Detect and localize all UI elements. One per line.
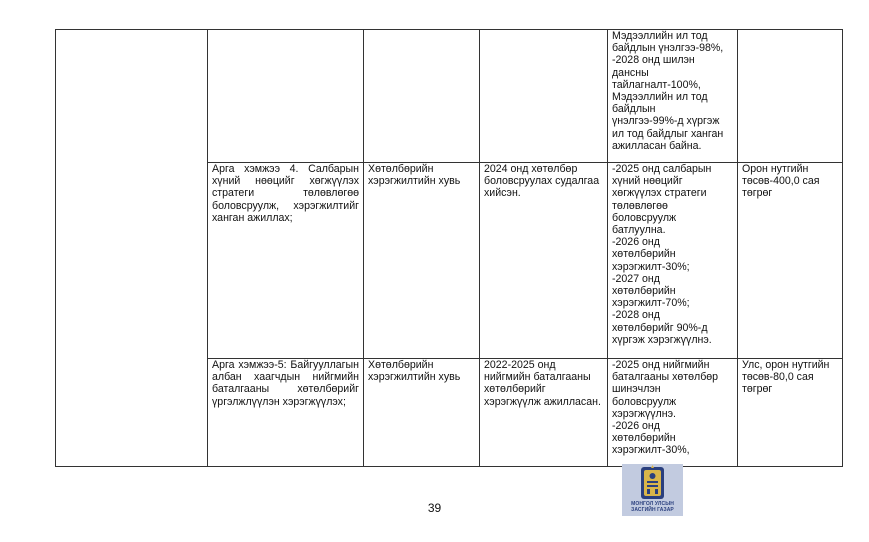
target-line: батлуулна.	[612, 224, 666, 237]
target-line: үнэлгээ-99%-д хүргэж	[612, 115, 720, 128]
government-seal	[622, 464, 683, 516]
activity-cell	[208, 30, 364, 163]
budget-cell: Орон нутгийн төсөв-400,0 сая төгрөг	[738, 163, 843, 359]
target-line: шинэчлэн	[612, 383, 661, 396]
target-line: баталгааны хөтөлбөр	[612, 371, 719, 384]
target-line: хэрэгжүүлнэ.	[612, 407, 676, 420]
measure-cell: Хөтөлбөрийн хэрэгжилтийн хувь	[364, 359, 480, 467]
target-line: хөтөлбөрийн	[612, 248, 676, 261]
target-line: ажилласан байна.	[612, 139, 702, 152]
table-row	[56, 30, 843, 163]
target-line: -2027 онд	[612, 272, 660, 285]
target-line: ил тод байдлыг ханган	[612, 127, 724, 140]
plan-table	[55, 29, 843, 467]
target-line: төлөвлөгөө	[612, 199, 668, 212]
seal-caption: МОНГОЛ УЛСЫН	[631, 501, 674, 507]
target-line: хэрэгжилт-70%;	[612, 297, 690, 310]
target-line: -2025 онд нийгмийн	[612, 359, 710, 371]
target-line: хэрэгжилт-30%;	[612, 260, 690, 273]
measure-cell	[364, 30, 480, 163]
seal-caption: ЗАСГИЙН ГАЗАР	[631, 507, 674, 513]
target-line: боловсруулж	[612, 211, 677, 224]
target-line: дансны	[612, 66, 649, 79]
target-line: тайлагналт-100%,	[612, 78, 701, 91]
soyombo-emblem-icon	[622, 464, 683, 502]
target-line: -2026 онд	[612, 236, 660, 249]
target-line: боловсруулж	[612, 395, 677, 408]
baseline-cell: 2022-2025 онд нийгмийн баталгааны хөтөлбөрийг хэрэгжүүлж ажилласан.	[480, 359, 608, 467]
budget-cell	[738, 30, 843, 163]
target-line: Мэдээллийн ил тод	[612, 91, 708, 104]
target-line: -2025 онд салбарын	[612, 163, 712, 175]
target-line: байдлын үнэлгээ-98%,	[612, 42, 724, 55]
target-line: хүний нөөцийг	[612, 175, 683, 188]
page-number: 39	[427, 501, 442, 515]
target-line: хөгжүүлэх стратеги	[612, 187, 707, 200]
measure-cell: Хөтөлбөрийн хэрэгжилтийн хувь	[364, 163, 480, 359]
target-cell	[608, 359, 738, 467]
target-line: хөтөлбөрийг 90%-д	[612, 321, 708, 334]
target-line: -2028 онд шилэн	[612, 54, 695, 67]
activity-cell: Арга хэмжээ-5: Байгууллагын албан хаагчдын нийгмийн баталгааны хөтөлбөрийг үргэлжлүүлэн хэрэгжүүлэх;	[208, 359, 364, 467]
baseline-cell	[480, 30, 608, 163]
target-line: хөтөлбөрийн	[612, 432, 676, 445]
target-line: байдлын	[612, 103, 656, 116]
activity-cell: Арга хэмжээ 4. Салбарын хүний нөөцийг хөгжүүлэх стратеги төлөвлөгөө боловсруулж, хэрэгжилтийг ханган ажиллах;	[208, 163, 364, 359]
baseline-cell: 2024 онд хөтөлбөр боловсруулах судалгаа хийсэн.	[480, 163, 608, 359]
target-line: хэрэгжилт-30%,	[612, 444, 690, 457]
merged-goal-cell	[56, 30, 208, 467]
target-line: -2028 онд	[612, 309, 660, 322]
target-cell	[608, 163, 738, 359]
target-line: хүргэж хэрэгжүүлнэ.	[612, 333, 712, 346]
budget-cell: Улс, орон нутгийн төсөв-80,0 сая төгрөг	[738, 359, 843, 467]
target-cell	[608, 30, 738, 163]
target-cell-clip	[612, 359, 733, 466]
target-line: Мэдээллийн ил тод	[612, 30, 708, 42]
target-line: -2026 онд	[612, 420, 660, 433]
target-line: хөтөлбөрийн	[612, 285, 676, 298]
